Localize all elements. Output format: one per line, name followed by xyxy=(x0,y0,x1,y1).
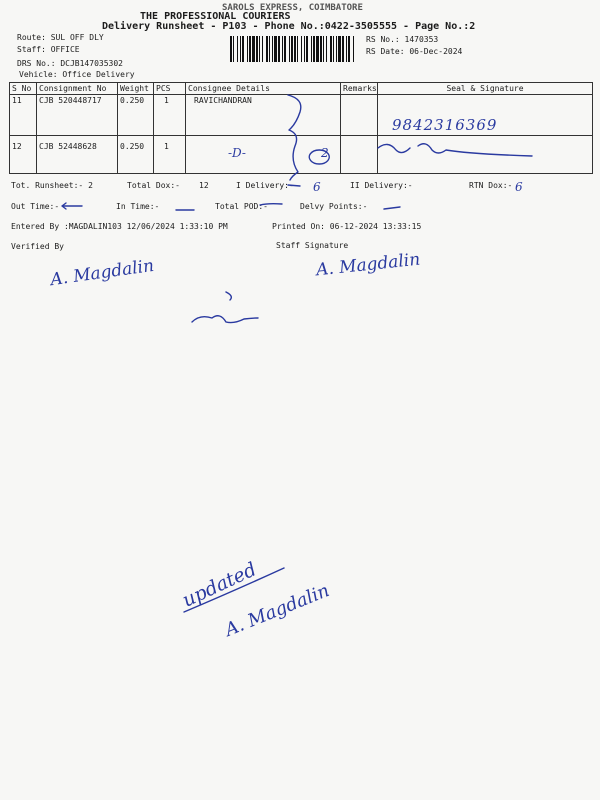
cell-pcs: 1 xyxy=(154,95,186,136)
delvy-points-dash xyxy=(384,207,400,209)
rs-date: RS Date: 06-Dec-2024 xyxy=(366,47,463,56)
printed-on: Printed On: 06-12-2024 13:33:15 xyxy=(272,222,422,231)
company-name: THE PROFESSIONAL COURIERS xyxy=(140,11,291,22)
in-time-label: In Time:- xyxy=(116,202,160,211)
cell-consignment: CJB 52448628 xyxy=(37,136,118,174)
staff-signature-label: Staff Signature xyxy=(276,241,349,250)
cell-weight: 0.250 xyxy=(118,95,154,136)
rtn-dox-label: RTN Dox:- xyxy=(469,181,513,190)
curly-brace-mark xyxy=(288,95,301,180)
company-name-faded: SAROLS EXPRESS, COIMBATORE xyxy=(222,3,363,13)
cell-weight: 0.250 xyxy=(118,136,154,174)
scribble-signature-row12 xyxy=(378,144,532,156)
drs-number: DRS No.: DCJB147035302 xyxy=(17,59,123,68)
cell-consignee: RAVICHANDRAN xyxy=(186,95,341,136)
rs-number: RS No.: 1470353 xyxy=(366,35,439,44)
col-header-weight: Weight xyxy=(118,83,154,95)
col-header-sno: S No xyxy=(10,83,37,95)
col-header-seal: Seal & Signature xyxy=(378,83,593,95)
handwritten-i-delivery-value: 6 xyxy=(313,180,321,194)
handwritten-row12-mark: -D- xyxy=(228,146,246,160)
col-header-consignment: Consignment No xyxy=(37,83,118,95)
cell-pcs: 1 xyxy=(154,136,186,174)
cell-sno: 12 xyxy=(10,136,37,174)
out-time-arrow xyxy=(62,203,82,209)
signature-updated: A. Magdalin xyxy=(222,580,333,641)
col-header-remarks: Remarks xyxy=(341,83,378,95)
col-header-consignee: Consignee Details xyxy=(186,83,341,95)
underline-updated xyxy=(184,568,284,612)
col-header-pcs: PCS xyxy=(154,83,186,95)
signature-staff: A. Magdalin xyxy=(315,249,422,281)
cell-sno: 11 xyxy=(10,95,37,136)
total-pod-label: Total POD:- xyxy=(215,202,268,211)
middle-scribble xyxy=(192,292,258,323)
cell-consignment: CJB 520448717 xyxy=(37,95,118,136)
handwritten-rtn-dox-value: 6 xyxy=(515,180,523,194)
total-dox-label: Total Dox:- xyxy=(127,181,180,190)
staff-label: Staff: OFFICE xyxy=(17,45,80,54)
handwritten-phone-number: 9842316369 xyxy=(392,116,498,134)
circle-mark xyxy=(309,150,329,164)
signature-verified-by: A. Magdalin xyxy=(49,255,156,291)
tot-runsheet: Tot. Runsheet:- 2 xyxy=(11,181,93,190)
total-dox-value: 12 xyxy=(199,181,209,190)
total-pod-dash xyxy=(260,204,282,205)
handwritten-updated-note: updated xyxy=(179,558,260,612)
verified-by-label: Verified By xyxy=(11,242,64,251)
i-delivery-label: I Delivery:- xyxy=(236,181,294,190)
delvy-points-label: Delvy Points:- xyxy=(300,202,368,211)
route-label: Route: SUL OFF DLY xyxy=(17,33,104,42)
i-delivery-tick xyxy=(288,185,300,186)
ii-delivery-label: II Delivery:- xyxy=(350,181,413,190)
handwritten-circled-number: 2 xyxy=(321,146,329,160)
out-time-label: Out Time:- xyxy=(11,202,60,211)
vehicle-label: Vehicle: Office Delivery xyxy=(19,70,135,79)
runsheet-title: Delivery Runsheet - P103 - Phone No.:0422-3505555 - Page No.:2 xyxy=(102,21,476,32)
entered-by: Entered By :MAGDALIN103 12/06/2024 1:33:10 PM xyxy=(11,222,228,231)
